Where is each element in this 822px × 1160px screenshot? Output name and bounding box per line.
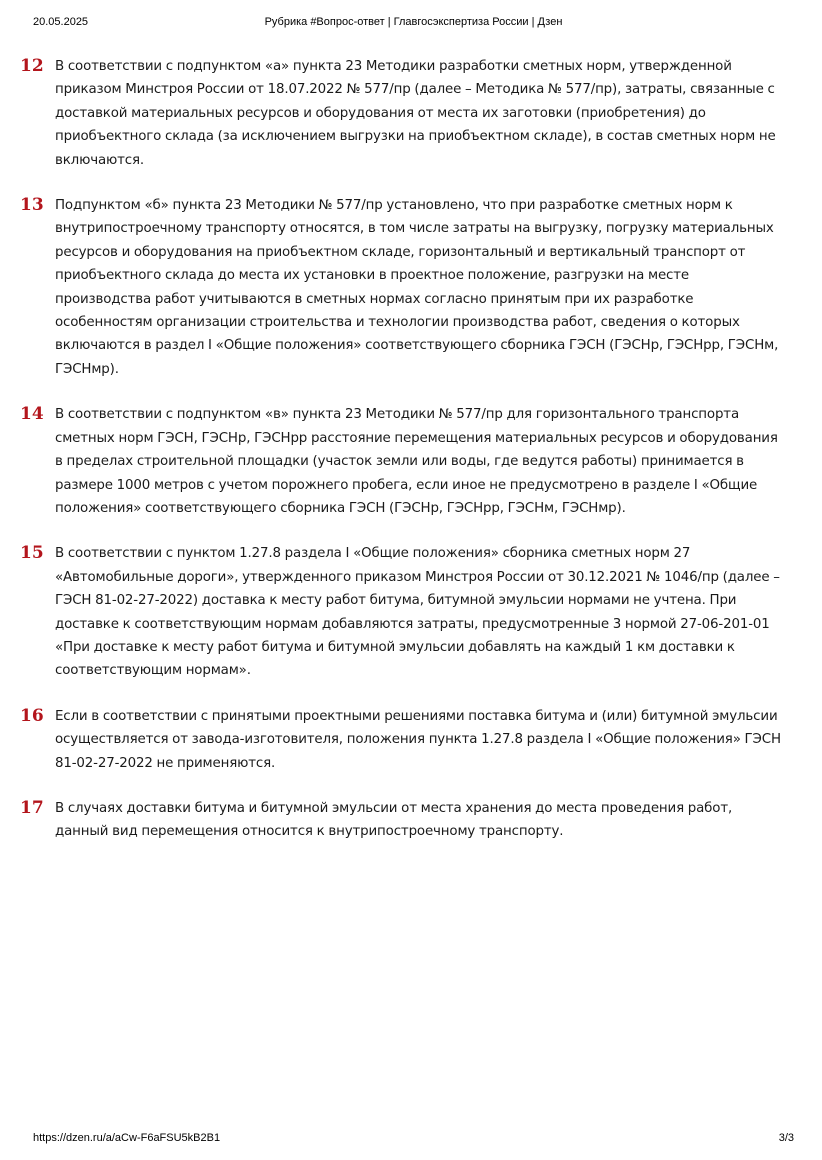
list-item [20,403,782,520]
item-text: В соответствии с подпунктом «в» пункта 23 Методики № 577/пр для горизонтального транспорта сметных норм ГЭСН, ГЭСНр, ГЭСНрр расстояние перемещения материальных ресурсов и оборудования в пределах строительной площадки (участок земли или воды, где ведутся работы) принимается в размере 1000 метров с учетом порожнего пробега, если иное не предусмотрено в разделе I «Общие положения» соответствующего сборника ГЭСН (ГЭСНр, ГЭСНрр, ГЭСНм, ГЭСНмр). [55,407,778,516]
list-item [20,55,782,172]
item-text: Подпунктом «б» пункта 23 Методики № 577/пр установлено, что при разработке сметных норм к внутрипостроечному транспорту относятся, в том числе затраты на выгрузку, погрузку материальных ресурсов и оборудования на приобъектном складе, горизонтальный и вертикальный транспорт от приобъектного склада до места их установки в проектное положение, разгрузки на месте производства работ учитываются в сметных нормах согласно принятым при их разработке особенностям организации строительства и технологии производства работ, сведения о которых включаются в раздел I «Общие положения» соответствующего сборника ГЭСН (ГЭСНр, ГЭСНрр, ГЭСНм, ГЭСНмр). [55,198,779,377]
item-number: 12 [20,56,44,76]
item-number: 16 [20,705,44,726]
list-item [20,194,782,381]
item-number: 13 [20,195,44,216]
print-header [33,16,794,30]
item-text: В соответствии с подпунктом «а» пункта 23 Методики разработки сметных норм, утвержденной приказом Минстроя России от 18.07.2022 № 577/пр (далее – Методика № 577/пр), затраты, связанные с доставкой материальных ресурсов и оборудования от места их заготовки (приобретения) до приобъектного склада (за исключением выгрузки на приобъектном складе), в состав сметных норм не включаются. [55,59,776,168]
item-number: 14 [20,404,44,425]
item-number: 15 [20,543,44,564]
item-text: В соответствии с пунктом 1.27.8 раздела I «Общие положения» сборника сметных норм 27 «Автомобильные дороги», утвержденного приказом Минстроя России от 30.12.2021 № 1046/пр (далее – ГЭСН 81-02-27-2022) доставка к месту работ битума, битумной эмульсии нормами не учтена. При доставке к соответствующим нормам добавляются затраты, предусмотренные 3 нормой 27-06-201-01 «При доставке к месту работ битума и битумной эмульсии добавлять на каждый 1 км доставки к соответствующим нормам». [55,546,780,679]
numbered-list [20,55,782,866]
item-text: Если в соответствии с принятыми проектными решениями поставка битума и (или) битумной эмульсии осуществляется от завода-изготовителя, положения пункта 1.27.8 раздела I «Общие положения» ГЭСН 81-02-27-2022 не применяются. [55,708,781,771]
print-footer [33,1132,794,1146]
list-item [20,542,782,682]
item-text: В случаях доставки битума и битумной эмульсии от места хранения до места проведения работ, данный вид перемещения относится к внутрипостроечному транспорту. [55,800,733,840]
item-number: 17 [20,797,44,818]
page-number: 3/3 [778,1132,794,1144]
list-item [20,705,782,775]
print-date: 20.05.2025 [33,16,89,28]
print-title: Рубрика #Вопрос-ответ | Главгосэкспертиза России | Дзен [264,16,563,28]
page-url: https://dzen.ru/a/aCw-F6aFSU5kB2B1 [33,1132,221,1144]
list-item [20,797,782,844]
